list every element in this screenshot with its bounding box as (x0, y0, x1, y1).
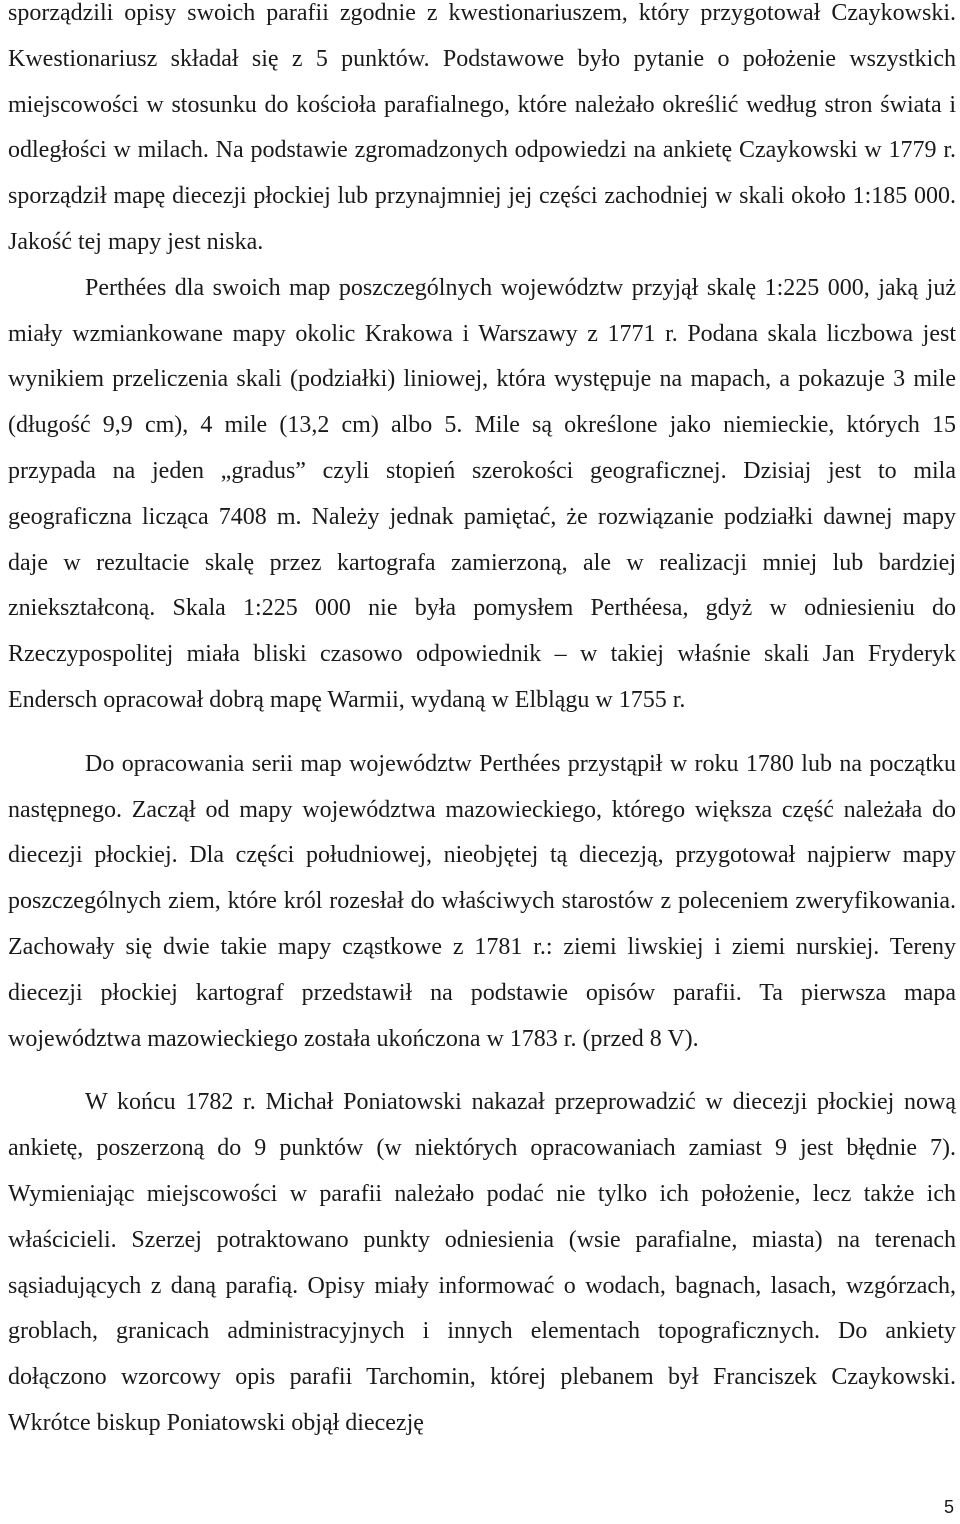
paragraph-1: sporządzili opisy swoich parafii zgodnie z kwestionariuszem, który przygotował Czaykowski. Kwestionariusz składał się z 5 punktów. Podstawowe było pytanie o położenie wszystkich miejscowości w stosunku do kościoła parafialnego, które należało określić według stron świata i odległości w milach. Na podstawie zgromadzonych odpowiedzi na ankietę Czaykowski w 1779 r. sporządził mapę diecezji płockiej lub przynajmniej jej części zachodniej w skali około 1:185 000. Jakość tej mapy jest niska. (8, 0, 956, 255)
page-number: 5 (943, 1497, 954, 1517)
document-body (8, 0, 956, 1447)
paragraph-4: W końcu 1782 r. Michał Poniatowski nakazał przeprowadzić w diecezji płockiej nową ankietę, poszerzoną do 9 punktów (w niektórych opracowaniach zamiast 9 jest błędnie 7). Wymieniając miejscowości w parafii należało podać nie tylko ich położenie, lecz także ich właścicieli. Szerzej potraktowano punkty odniesienia (wsie parafialne, miasta) na terenach sąsiadujących z daną parafią. Opisy miały informować o wodach, bagnach, lasach, wzgórzach, groblach, granicach administracyjnych i innych elementach topograficznych. Do ankiety dołączono wzorcowy opis parafii Tarchomin, której plebanem był Franciszek Czaykowski. Wkrótce biskup Poniatowski objął diecezję (8, 1089, 956, 1436)
paragraph-2: Perthées dla swoich map poszczególnych województw przyjął skalę 1:225 000, jaką już miały wzmiankowane mapy okolic Krakowa i Warszawy z 1771 r. Podana skala liczbowa jest wynikiem przeliczenia skali (podziałki) liniowej, która występuje na mapach, a pokazuje 3 mile (długość 9,9 cm), 4 mile (13,2 cm) albo 5. Mile są określone jako niemieckie, których 15 przypada na jeden „gradus” czyli stopień szerokości geograficznej. Dzisiaj jest to mila geograficzna licząca 7408 m. Należy jednak pamiętać, że rozwiązanie podziałki dawnej mapy daje w rezultacie skalę przez kartografa zamierzoną, ale w realizacji mniej lub bardziej zniekształconą. Skala 1:225 000 nie była pomysłem Perthéesa, gdyż w odniesieniu do Rzeczypospolitej miała bliski czasowo odpowiednik – w takiej właśnie skali Jan Fryderyk Endersch opracował dobrą mapę Warmii, wydaną w Elblągu w 1755 r. (8, 274, 956, 713)
paragraph-3: Do opracowania serii map województw Perthées przystąpił w roku 1780 lub na początku następnego. Zaczął od mapy województwa mazowieckiego, którego większa część należała do diecezji płockiej. Dla części południowej, nieobjętej tą diecezją, przygotował najpierw mapy poszczególnych ziem, które król rozesłał do właściwych starostów z poleceniem zweryfikowania. Zachowały się dwie takie mapy cząstkowe z 1781 r.: ziemi liwskiej i ziemi nurskiej. Tereny diecezji płockiej kartograf przedstawił na podstawie opisów parafii. Ta pierwsza mapa województwa mazowieckiego została ukończona w 1783 r. (przed 8 V). (8, 750, 956, 1052)
